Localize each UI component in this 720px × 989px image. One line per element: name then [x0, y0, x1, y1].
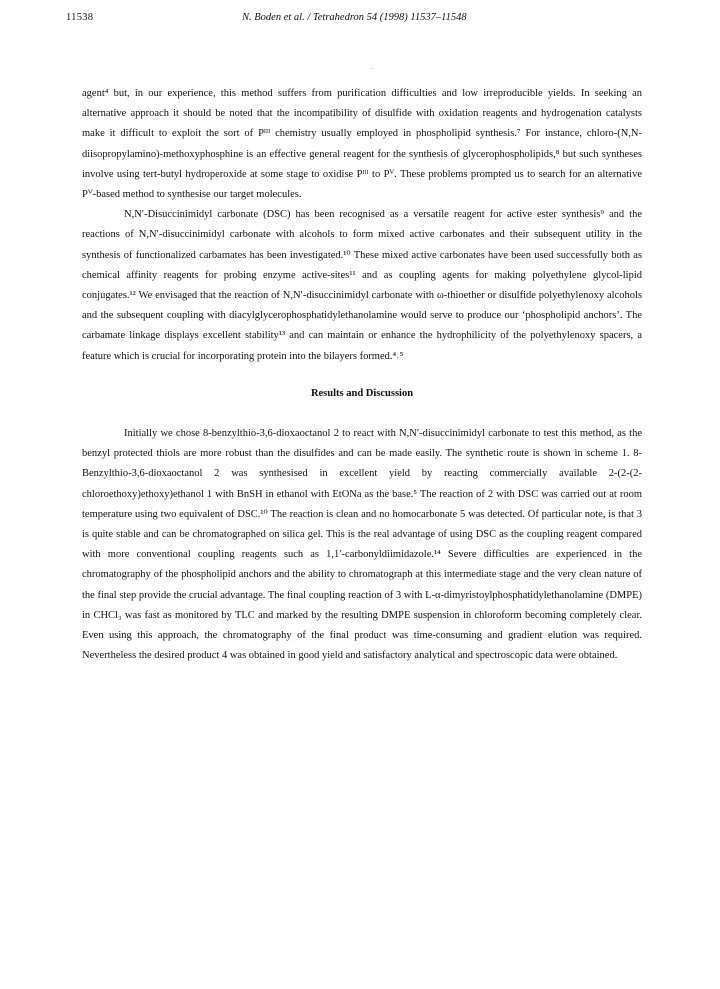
paragraph-1: agent⁴ but, in our experience, this method suffers from purification difficulties and low irreproducible yields. In seeking an alternative approach it should be noted that the incompatibility of disulfide with oxidation reagents and hydrogenation catalysts make it difficult to exploit the sort of Pᴵᴵᴵ chemistry usually employed in phospholipid synthesis.⁷ For instance, chloro-(N,N-diisopropylamino)-methoxyphosphine is an effective general reagent for the synthesis of glycerophospholipids,⁸ but such syntheses involve using tert-butyl hydroperoxide at some stage to oxidise Pᴵᴵᴵ to Pⱽ. These problems prompted us to search for an alternative Pⱽ-based method to synthesise our target molecules.: [82, 88, 642, 201]
section-heading: Results and Discussion: [310, 387, 414, 399]
scan-speck: [372, 68, 373, 69]
paragraph-3: Initially we chose 8-benzylthio-3,6-dioxaoctanol 2 to react with N,N′-disuccinimidyl carbonate to test this method, as the benzyl protected thiols are more robust than the disulfides and can be made easily. The synthetic route is shown in scheme 1. 8-Benzylthio-3,6-dioxaoctanol 2 was synthesised in excellent yield by reacting commercially available 2-(2-(2-chloroethoxy)ethoxy)ethanol 1 with BnSH in ethanol with EtONa as the base.⁵ The reaction of 2 with DSC was carried out at room temperature using two equivalent of DSC.¹⁰ The reaction is clean and no homocarbonate 5 was detected. Of particular note, is that 3 is quite stable and can be chromatographed on silica gel. This is the real advantage of using DSC as the coupling reagent compared with more conventional coupling reagents such as 1,1′-carbonyldiimidazole.¹⁴ Severe difficulties are experienced in the chromatography of the phospholipid anchors and the ability to chromatograph at this intermediate stage and the very clean nature of the final step provide the crucial advantage. The final coupling reaction of 3 with L-α-dimyristoylphosphatidylethanolamine (DMPE) in CHCl₃ was fast as monitored by TLC and marked by the resulting DMPE suspension in chloroform becoming completely clear. Even using this approach, the chromatography of the final product was time-consuming and gradient elution was required. Nevertheless the desired product 4 was obtained in good yield and satisfactory analytical and spectroscopic data were obtained.: [82, 428, 642, 662]
page-header: [66, 12, 666, 32]
paragraph-2: N,N′-Disuccinimidyl carbonate (DSC) has been recognised as a versatile reagent for active ester synthesis⁹ and the reactions of N,N′-disuccinimidyl carbonate with alcohols to form mixed active carbonates and their subsequent utility in the synthesis of functionalized carbamates has been investigated.¹⁰ These mixed active carbonates have been used successfully both as chemical affinity reagents for probing enzyme active-sites¹¹ and as coupling agents for making polyethylene glycol-lipid conjugates.¹² We envisaged that the reaction of N,N′-disuccinimidyl carbonate with ω-thioether or disulfide polyethylenoxy alcohols and the subsequent coupling with diacylglycerophosphatidylethanolamine would serve to produce our ‘phospholipid anchors’. The carbamate linkage displays excellent stability¹³ and can maintain or enhance the hydrophilicity of the polyethylenoxy spacers, a feature which is crucial for incorporating protein into the bilayers formed.⁴˒⁵: [82, 209, 642, 362]
running-head: N. Boden et al. / Tetrahedron 54 (1998) 11537–11548: [242, 12, 467, 23]
article-body: [82, 84, 642, 666]
page-number: 11538: [66, 12, 94, 23]
